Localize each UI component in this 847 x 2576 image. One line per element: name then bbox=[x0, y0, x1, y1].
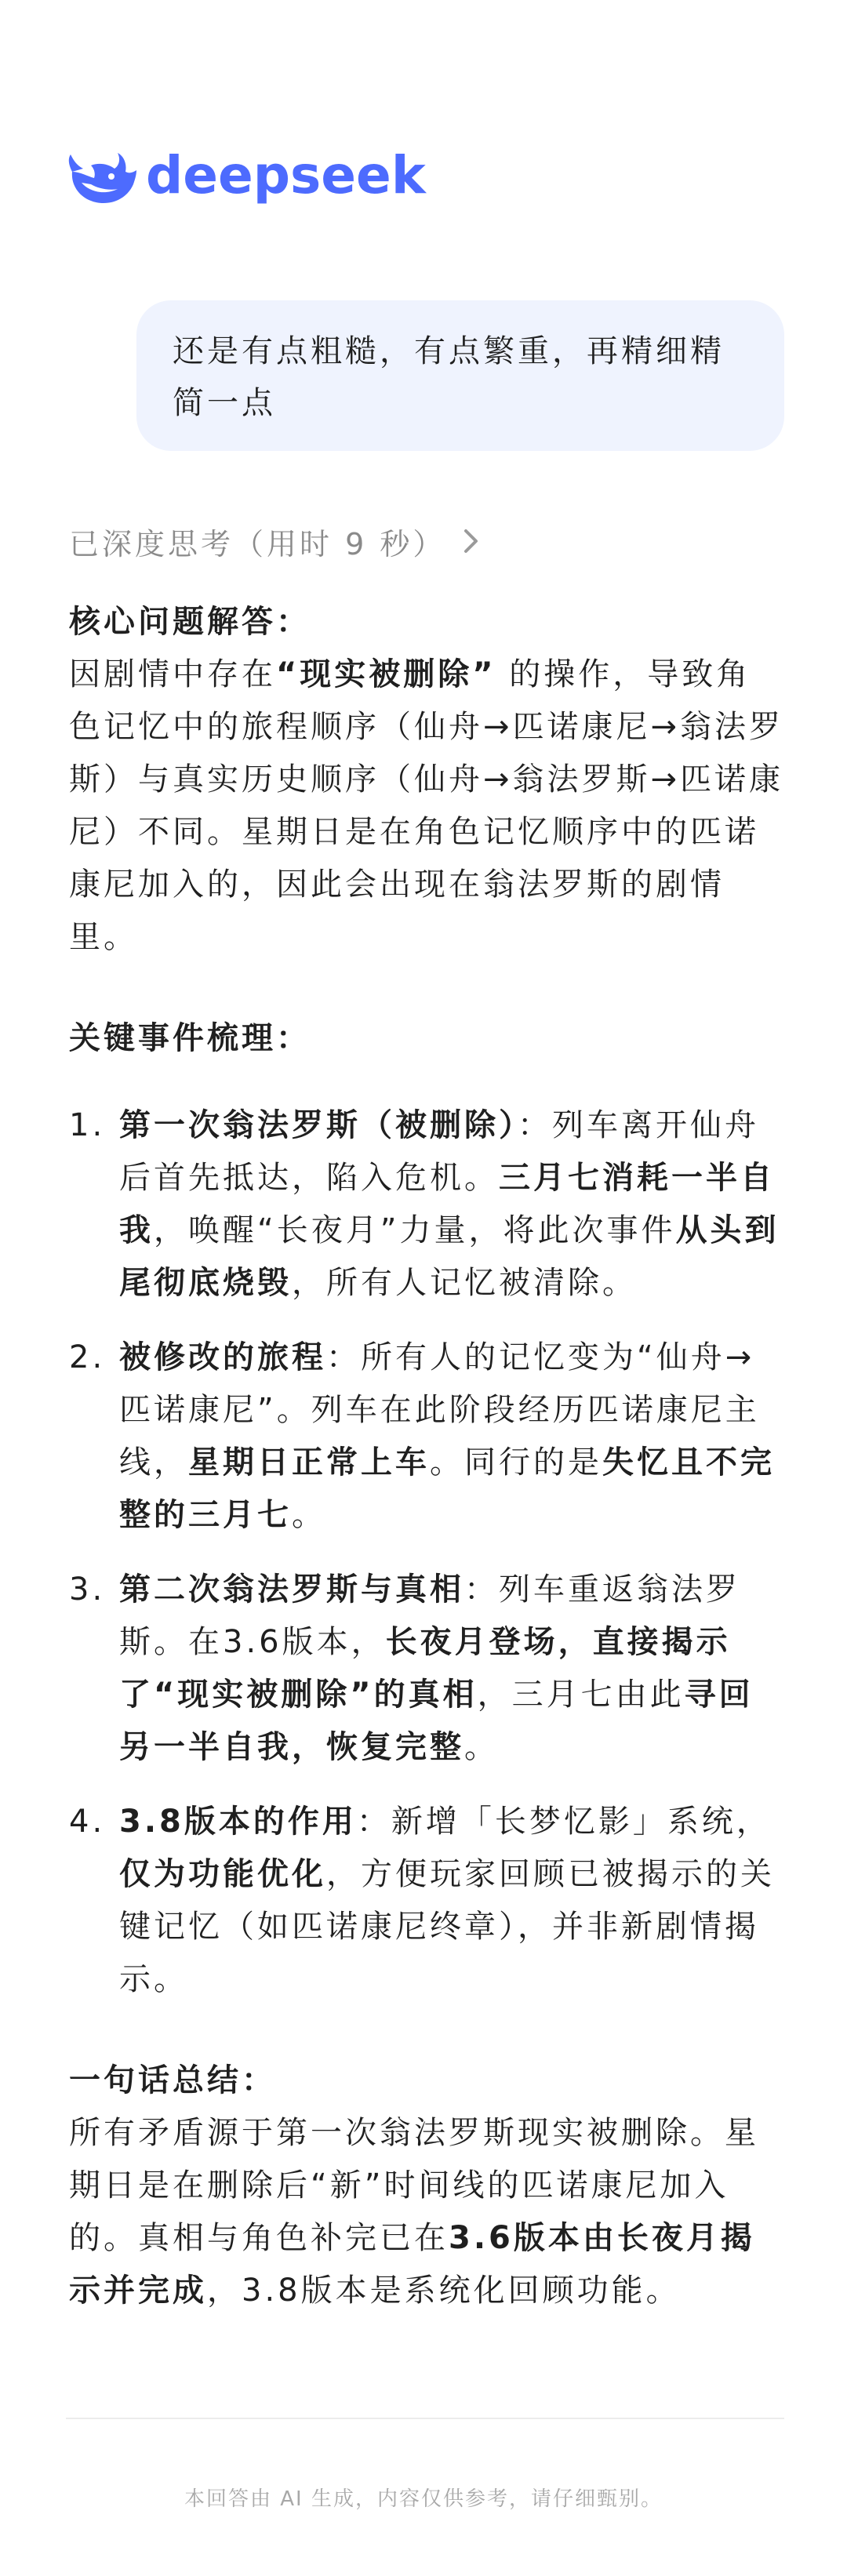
core-answer-title: 核心问题解答： bbox=[69, 604, 311, 640]
list-item-bold: 被修改的旅程 bbox=[119, 1339, 326, 1375]
summary-paragraph bbox=[69, 2107, 784, 2317]
list-item-bold: 失忆且不完整的三月七 bbox=[119, 1444, 775, 1533]
thinking-label: 已深度思考（用时 9 秒） bbox=[69, 526, 446, 561]
whale-icon bbox=[66, 145, 138, 206]
core-answer-paragraph bbox=[69, 649, 784, 964]
footer-divider bbox=[66, 2418, 784, 2419]
list-item bbox=[69, 1796, 784, 2006]
thinking-toggle[interactable] bbox=[69, 518, 480, 565]
list-item-text: 。 bbox=[464, 1729, 499, 1765]
list-item-bold: 第二次翁法罗斯与真相 bbox=[119, 1571, 464, 1608]
core-answer-bold-1: “现实被删除” bbox=[276, 656, 496, 692]
list-item bbox=[69, 1564, 784, 1774]
core-answer-text-1: 因剧情中存在 bbox=[69, 656, 276, 692]
events-list bbox=[69, 1099, 784, 2006]
events-title: 关键事件梳理： bbox=[69, 1020, 311, 1056]
list-item-bold: 从头到尾彻底烧毁 bbox=[119, 1212, 780, 1301]
list-item-text: ，所有人记忆被清除。 bbox=[292, 1265, 637, 1301]
summary-text-2: ，3.8版本是系统化回顾功能。 bbox=[207, 2273, 681, 2309]
ai-disclaimer: 本回答由 AI 生成，内容仅供参考，请仔细甄别。 bbox=[184, 2487, 663, 2511]
list-item-text: ，三月七由此 bbox=[477, 1677, 685, 1713]
list-item-bold: 仅为功能优化 bbox=[119, 1856, 326, 1892]
list-item-text: ：新增「长梦忆影」系统， bbox=[356, 1804, 771, 1840]
list-item-bold: 星期日正常上车 bbox=[188, 1444, 430, 1481]
list-item-text: 。同行的是 bbox=[430, 1444, 602, 1481]
list-item-text: ：所有人的记忆变为“仙舟→匹诺康尼”。列车在此阶段经历匹诺康尼主线， bbox=[119, 1339, 760, 1481]
list-item-text: ，唤醒“长夜月”力量，将此次事件 bbox=[154, 1212, 676, 1248]
summary-bold-1: 3.6版本由长夜月揭示并完成 bbox=[69, 2220, 755, 2309]
list-item-number: 2. bbox=[69, 1339, 106, 1375]
assistant-answer bbox=[69, 596, 784, 2317]
summary-title: 一句话总结： bbox=[69, 2062, 276, 2098]
brand-name: deepseek bbox=[146, 145, 426, 205]
list-item-bold: 三月七消耗一半自我 bbox=[119, 1160, 775, 1248]
list-item-bold: 寻回另一半自我，恢复完整 bbox=[119, 1677, 754, 1765]
list-item bbox=[69, 1099, 784, 1310]
list-item-bold: 3.8版本的作用 bbox=[119, 1804, 357, 1840]
chevron-right-icon bbox=[463, 528, 480, 554]
list-item-number: 1. bbox=[69, 1107, 106, 1143]
list-item-number: 4. bbox=[69, 1804, 106, 1840]
list-item-bold: 长夜月登场，直接揭示了“现实被删除”的真相 bbox=[119, 1624, 731, 1713]
list-item-bold: 第一次翁法罗斯（被删除） bbox=[119, 1107, 518, 1143]
core-answer-text-2: 的操作，导致角色记忆中的旅程顺序（仙舟→匹诺康尼→翁法罗斯）与真实历史顺序（仙舟→翁法罗斯→匹诺康尼）不同。星期日是在角色记忆顺序中的匹诺康尼加入的，因此会出现在翁法罗斯的剧情里。 bbox=[69, 656, 784, 955]
list-item-number: 3. bbox=[69, 1571, 106, 1608]
summary-text-1: 所有矛盾源于第一次翁法罗斯现实被删除。星期日是在删除后“新”时间线的匹诺康尼加入的。真相与角色补完已在 bbox=[69, 2115, 759, 2256]
user-message-text: 还是有点粗糙，有点繁重，再精细精简一点 bbox=[173, 333, 725, 421]
list-item-text: ：列车离开仙舟后首先抵达，陷入危机。 bbox=[119, 1107, 759, 1196]
deepseek-logo bbox=[66, 140, 426, 212]
user-message-bubble bbox=[136, 300, 784, 451]
list-item-text: ，方便玩家回顾已被揭示的关键记忆（如匹诺康尼终章），并非新剧情揭示。 bbox=[119, 1856, 775, 1997]
list-item-text: 。 bbox=[292, 1497, 326, 1533]
list-item bbox=[69, 1332, 784, 1542]
list-item-text: ：列车重返翁法罗斯。在3.6版本， bbox=[119, 1571, 740, 1660]
